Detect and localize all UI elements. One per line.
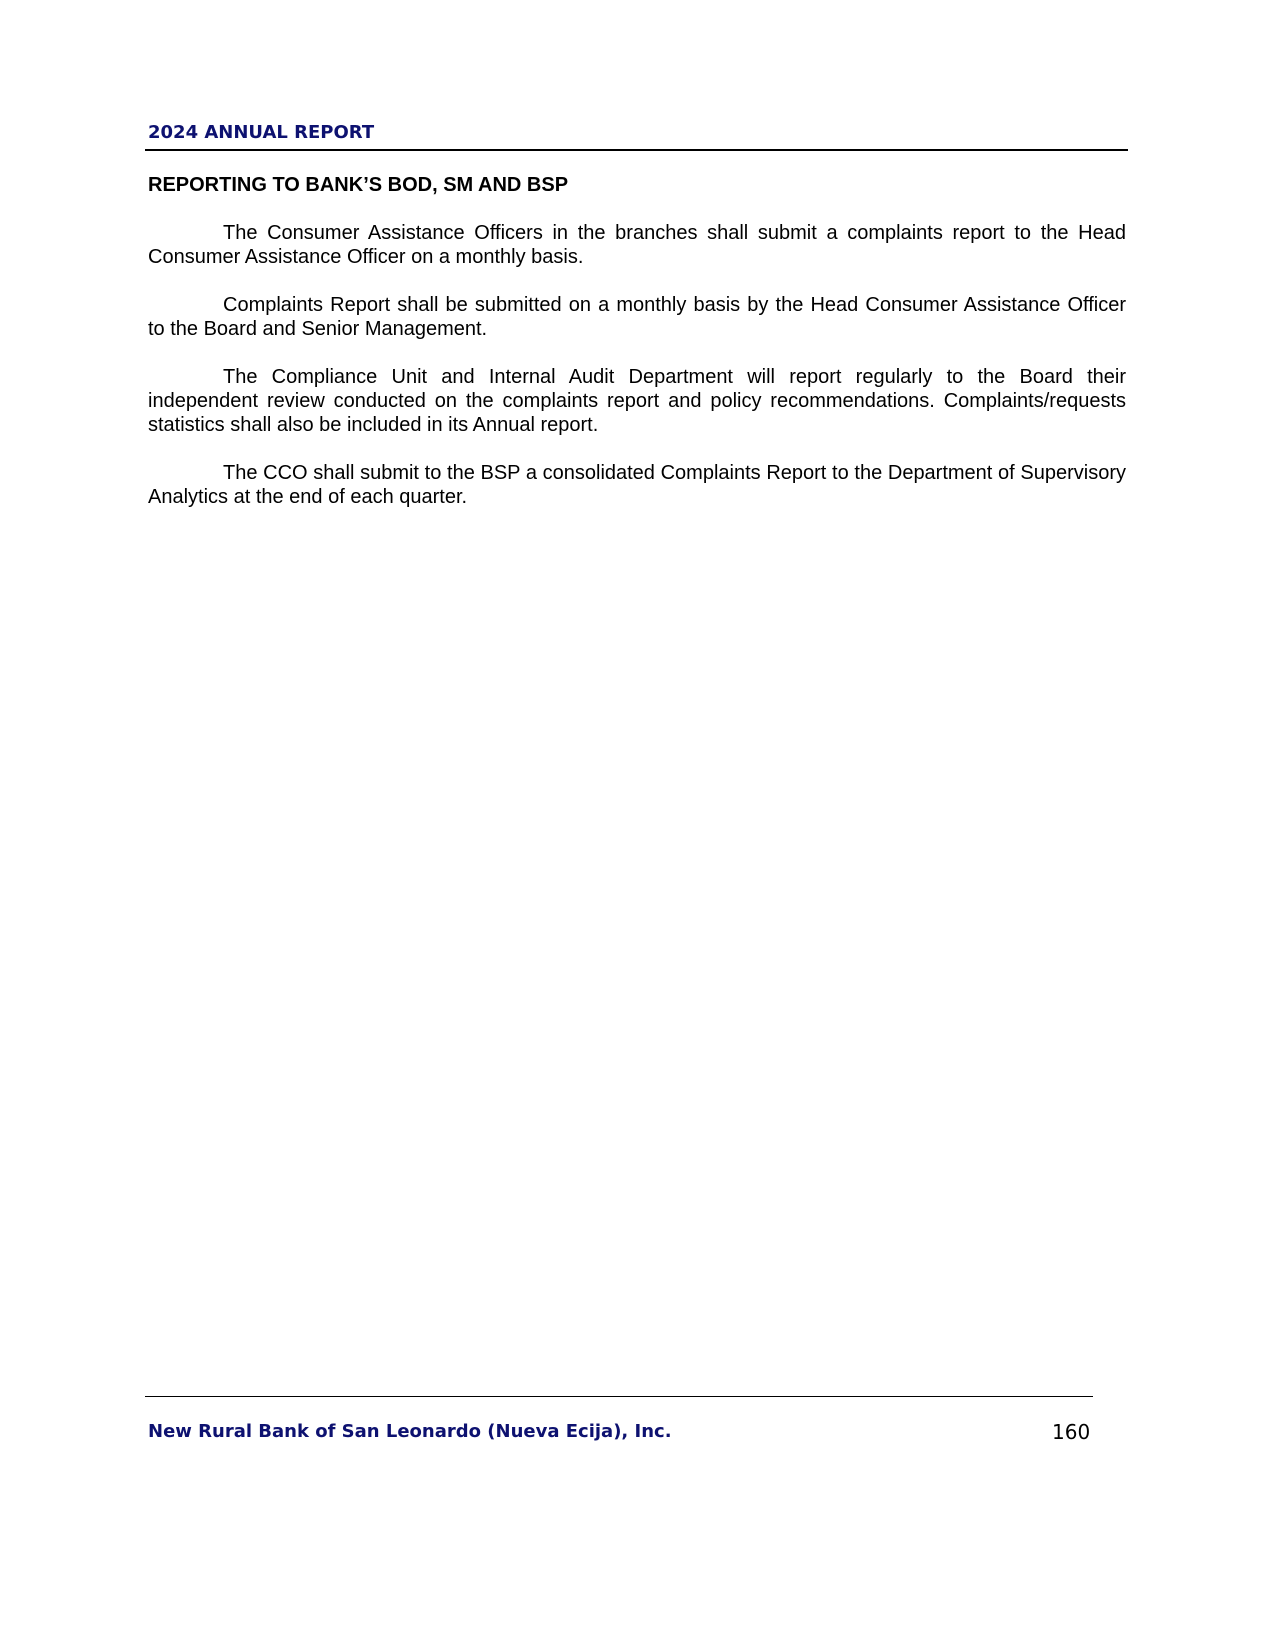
section-heading: REPORTING TO BANK’S BOD, SM AND BSP [148,174,569,196]
page-number: 160 [1052,1420,1091,1444]
paragraph-cco-bsp: The CCO shall submit to the BSP a consolidated Complaints Report to the Department of Supervisory Analytics at the end of each quarter. [148,462,1126,508]
paragraph-complaints-report: Complaints Report shall be submitted on a monthly basis by the Head Consumer Assistance Officer to the Board and Senior Management. [148,294,1126,340]
paragraph-compliance-audit: The Compliance Unit and Internal Audit Department will report regularly to the Board their independent review conducted on the complaints report and policy recommendations. Complaints/requests statistics shall also be included in its Annual report. [148,366,1126,436]
report-header-title: 2024 ANNUAL REPORT [148,122,375,143]
footer-bank-name: New Rural Bank of San Leonardo (Nueva Ecija), Inc. [148,1421,672,1442]
footer-divider [145,1396,1093,1397]
paragraph-cao-reporting: The Consumer Assistance Officers in the branches shall submit a complaints report to the Head Consumer Assistance Officer on a monthly basis. [148,222,1126,268]
section-body [148,221,1126,533]
header-divider [145,149,1128,151]
